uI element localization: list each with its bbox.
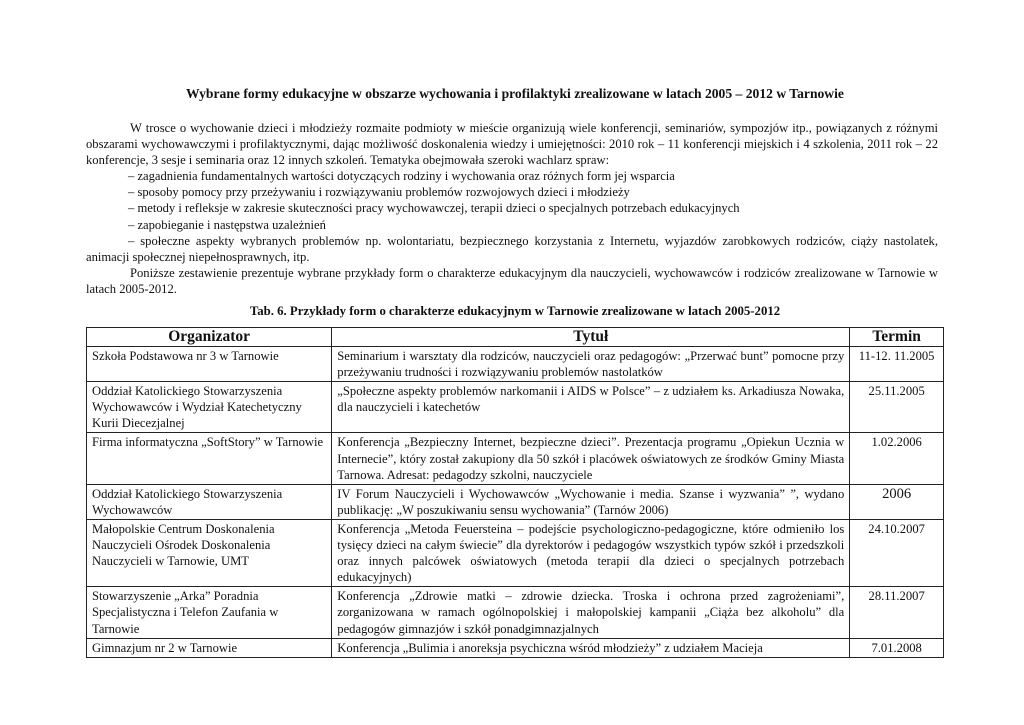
intro-section: [86, 120, 938, 297]
table-row: [87, 587, 944, 638]
cell-date: 1.02.2006: [850, 433, 944, 484]
cell-organizer: Firma informatyczna „SoftStory” w Tarnowie: [87, 433, 332, 484]
table-row: [87, 433, 944, 484]
document-title: Wybrane formy edukacyjne w obszarze wychowania i profilaktyki zrealizowane w latach 2005 – 2012 w Tarnowie: [186, 86, 844, 101]
cell-title: IV Forum Nauczycieli i Wychowawców „Wychowanie i media. Szanse i wyzwania” ”, wydano publikację: „W poszukiwaniu sensu wychowania” (Tarnów 2006): [332, 484, 850, 519]
cell-date: 7.01.2008: [850, 638, 944, 657]
bullet-item: – zagadnienia fundamentalnych wartości dotyczących rodziny i wychowania oraz różnych form jej wsparcia: [128, 169, 675, 184]
cell-date: 11-12. 11.2005: [850, 347, 944, 382]
cell-organizer: Małopolskie Centrum Doskonalenia Nauczycieli Ośrodek Doskonalenia Nauczycieli w Tarnowie, UMT: [87, 519, 332, 586]
table-row: [87, 382, 944, 433]
header-organizer: Organizator: [87, 328, 332, 347]
intro-paragraph: W trosce o wychowanie dzieci i młodzieży rozmaite podmioty w mieście organizują wiele konferencji, seminariów, sympozjów itp., powiązanych z różnymi obszarami wychowawczymi i profilaktycznymi, dając możliwość doskonalenia wiedzy i umiejętności: 2010 rok – 11 konferencji miejskich i 4 szkolenia, 2011 rok – 22 konferencje, 3 sesje i seminaria oraz 12 innych szkoleń. Tematyka obejmowała szeroki wachlarz spraw:: [86, 121, 938, 168]
cell-title: „Społeczne aspekty problemów narkomanii i AIDS w Polsce” – z udziałem ks. Arkadiusza Nowaka, dla nauczycieli i katechetów: [332, 382, 850, 433]
cell-title: Konferencja „Bulimia i anoreksja psychiczna wśród młodzieży” z udziałem Macieja: [332, 638, 850, 657]
closing-paragraph: Poniższe zestawienie prezentuje wybrane przykłady form o charakterze edukacyjnym dla nauczycieli, wychowawców i rodziców zrealizowane w Tarnowie w latach 2005-2012.: [86, 265, 938, 296]
cell-date: 24.10.2007: [850, 519, 944, 586]
table-row: [87, 484, 944, 519]
table-header-row: [87, 328, 944, 347]
cell-title: Konferencja „Bezpieczny Internet, bezpieczne dzieci”. Prezentacja programu „Opiekun Ucznia w Internecie”, który został zakupiony dla 50 szkół i placówek oświatowych ze środków Gminy Miasta Tarnowa. Adresat: pedagodzy szkolni, nauczyciele: [332, 433, 850, 484]
bullet-item-long: – społeczne aspekty wybranych problemów np. wolontariatu, bezpiecznego korzystania z Internetu, wyjazdów zarobkowych rodziców, ciąży nastolatek, animacji społecznej niepełnosprawnych, itp.: [86, 233, 938, 264]
cell-title: Konferencja „Zdrowie matki – zdrowie dziecka. Troska i ochrona przed zagrożeniami”, zorganizowana w ramach ogólnopolskiej i małopolskiej kampanii „Ciąża bez alkoholu” dla pedagogów gimnazjów i szkół ponadgimnazjalnych: [332, 587, 850, 638]
table-row: [87, 638, 944, 657]
cell-date: 25.11.2005: [850, 382, 944, 433]
cell-organizer: Szkoła Podstawowa nr 3 w Tarnowie: [87, 347, 332, 382]
bullet-item: – metody i refleksje w zakresie skuteczności pracy wychowawczej, terapii dzieci o specjalnych potrzebach edukacyjnych: [128, 201, 740, 216]
cell-organizer: Gimnazjum nr 2 w Tarnowie: [87, 638, 332, 657]
header-title: Tytuł: [332, 328, 850, 347]
cell-organizer: Oddział Katolickiego Stowarzyszenia Wychowawców: [87, 484, 332, 519]
cell-organizer: Oddział Katolickiego Stowarzyszenia Wychowawców i Wydział Katechetyczny Kurii Diecezjalnej: [87, 382, 332, 433]
cell-date: 2006: [850, 484, 944, 519]
education-forms-table: [86, 327, 944, 658]
table-row: [87, 347, 944, 382]
table-caption: Tab. 6. Przykłady form o charakterze edukacyjnym w Tarnowie zrealizowane w latach 2005-2012: [249, 304, 781, 318]
table-row: [87, 519, 944, 586]
cell-organizer: Stowarzyszenie „Arka” Poradnia Specjalistyczna i Telefon Zaufania w Tarnowie: [87, 587, 332, 638]
cell-date: 28.11.2007: [850, 587, 944, 638]
cell-title: Konferencja „Metoda Feuersteina – podejście psychologiczno-pedagogiczne, które odmieniło los tysięcy dzieci na całym świecie” dla dyrektorów i pedagogów wszystkich typów szkół i przedszkoli oraz innych palcówek oświatowych (metoda terapii dla dzieci o specjalnych potrzebach edukacyjnych): [332, 519, 850, 586]
bullet-item: – sposoby pomocy przy przeżywaniu i rozwiązywaniu problemów rozwojowych dzieci i młodzieży: [128, 185, 630, 200]
cell-title: Seminarium i warsztaty dla rodziców, nauczycieli oraz pedagogów: „Przerwać bunt” pomocne przy przeżywaniu trudności i rozwiązywaniu problemów nastolatków: [332, 347, 850, 382]
header-date: Termin: [850, 328, 944, 347]
bullet-item: – zapobieganie i następstwa uzależnień: [128, 217, 326, 232]
